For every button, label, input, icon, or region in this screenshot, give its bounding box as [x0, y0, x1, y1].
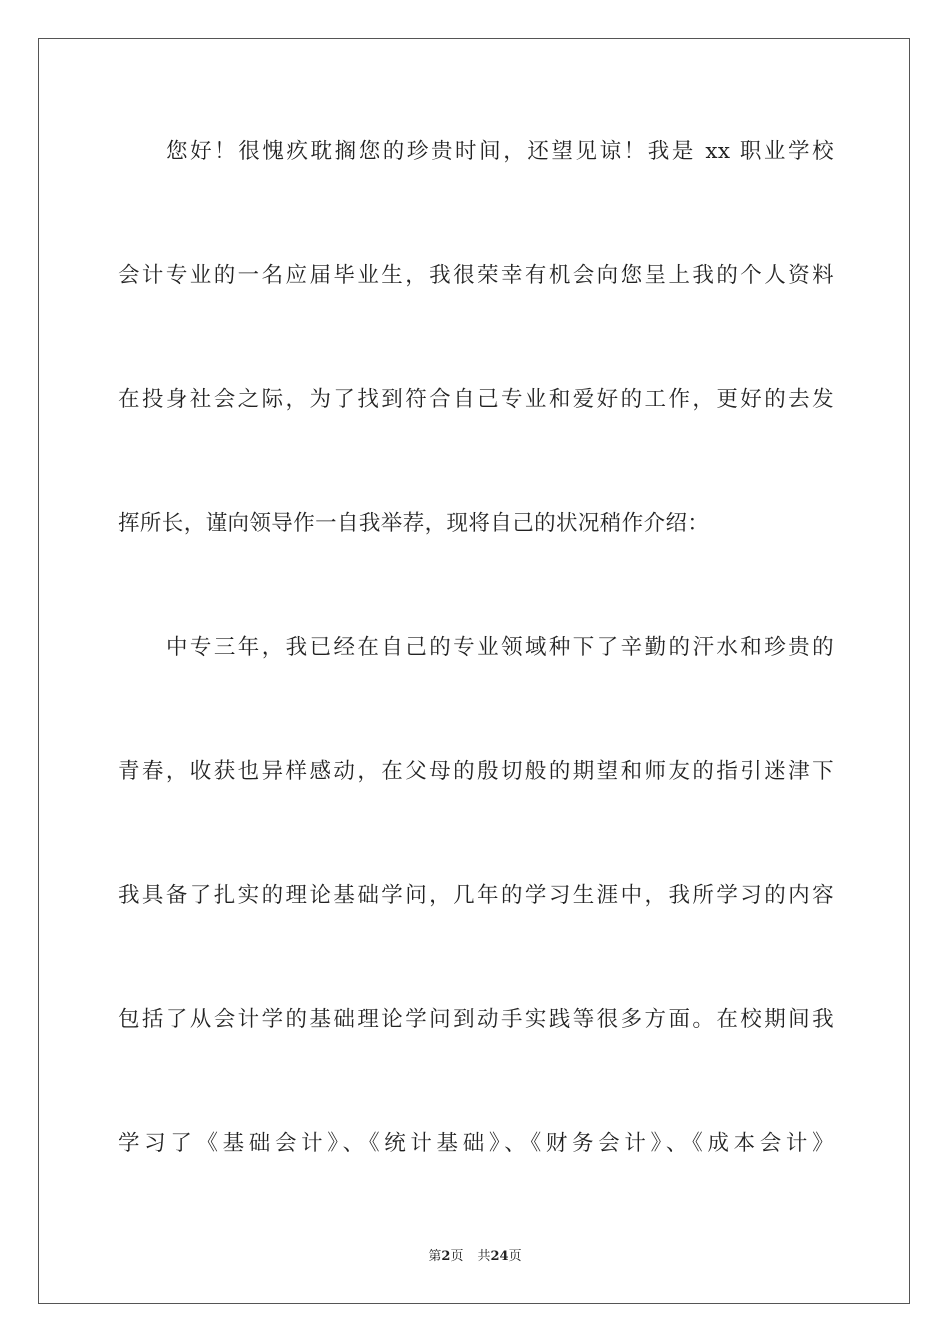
- footer-total-prefix: 共: [477, 1249, 491, 1264]
- footer-total-pages: 24: [490, 1249, 509, 1264]
- text-line-5: 中专三年，我已经在自己的专业领域种下了辛勤的汗水和珍贵的: [166, 635, 834, 660]
- text-line-7: 我具备了扎实的理论基础学问，几年的学习生涯中，我所学习的内容: [118, 883, 834, 908]
- text-line-2: 会计专业的一名应届毕业生，我很荣幸有机会向您呈上我的个人资料: [118, 263, 834, 288]
- footer-page-number: 2: [441, 1249, 451, 1264]
- text-line-3: 在投身社会之际，为了找到符合自己专业和爱好的工作，更好的去发: [118, 387, 834, 412]
- footer-page-prefix: 第: [428, 1249, 442, 1264]
- text-line-8: 包括了从会计学的基础理论学问到动手实践等很多方面。在校期间我: [118, 1007, 834, 1032]
- page-border: [38, 38, 910, 1304]
- footer-page-suffix: 页: [450, 1249, 464, 1264]
- text-line-1: 您好！很愧疚耽搁您的珍贵时间，还望见谅！我是 xx 职业学校: [166, 139, 834, 164]
- text-line-9: 学习了《基础会计》、《统计基础》、《财务会计》、《成本会计》: [118, 1131, 834, 1156]
- page-footer: [0, 1248, 950, 1266]
- footer-total-suffix: 页: [508, 1249, 522, 1264]
- text-line-6: 青春，收获也异样感动，在父母的殷切般的期望和师友的指引迷津下: [118, 759, 834, 784]
- text-line-4: 挥所长，谨向领导作一自我举荐，现将自己的状况稍作介绍：: [118, 511, 710, 536]
